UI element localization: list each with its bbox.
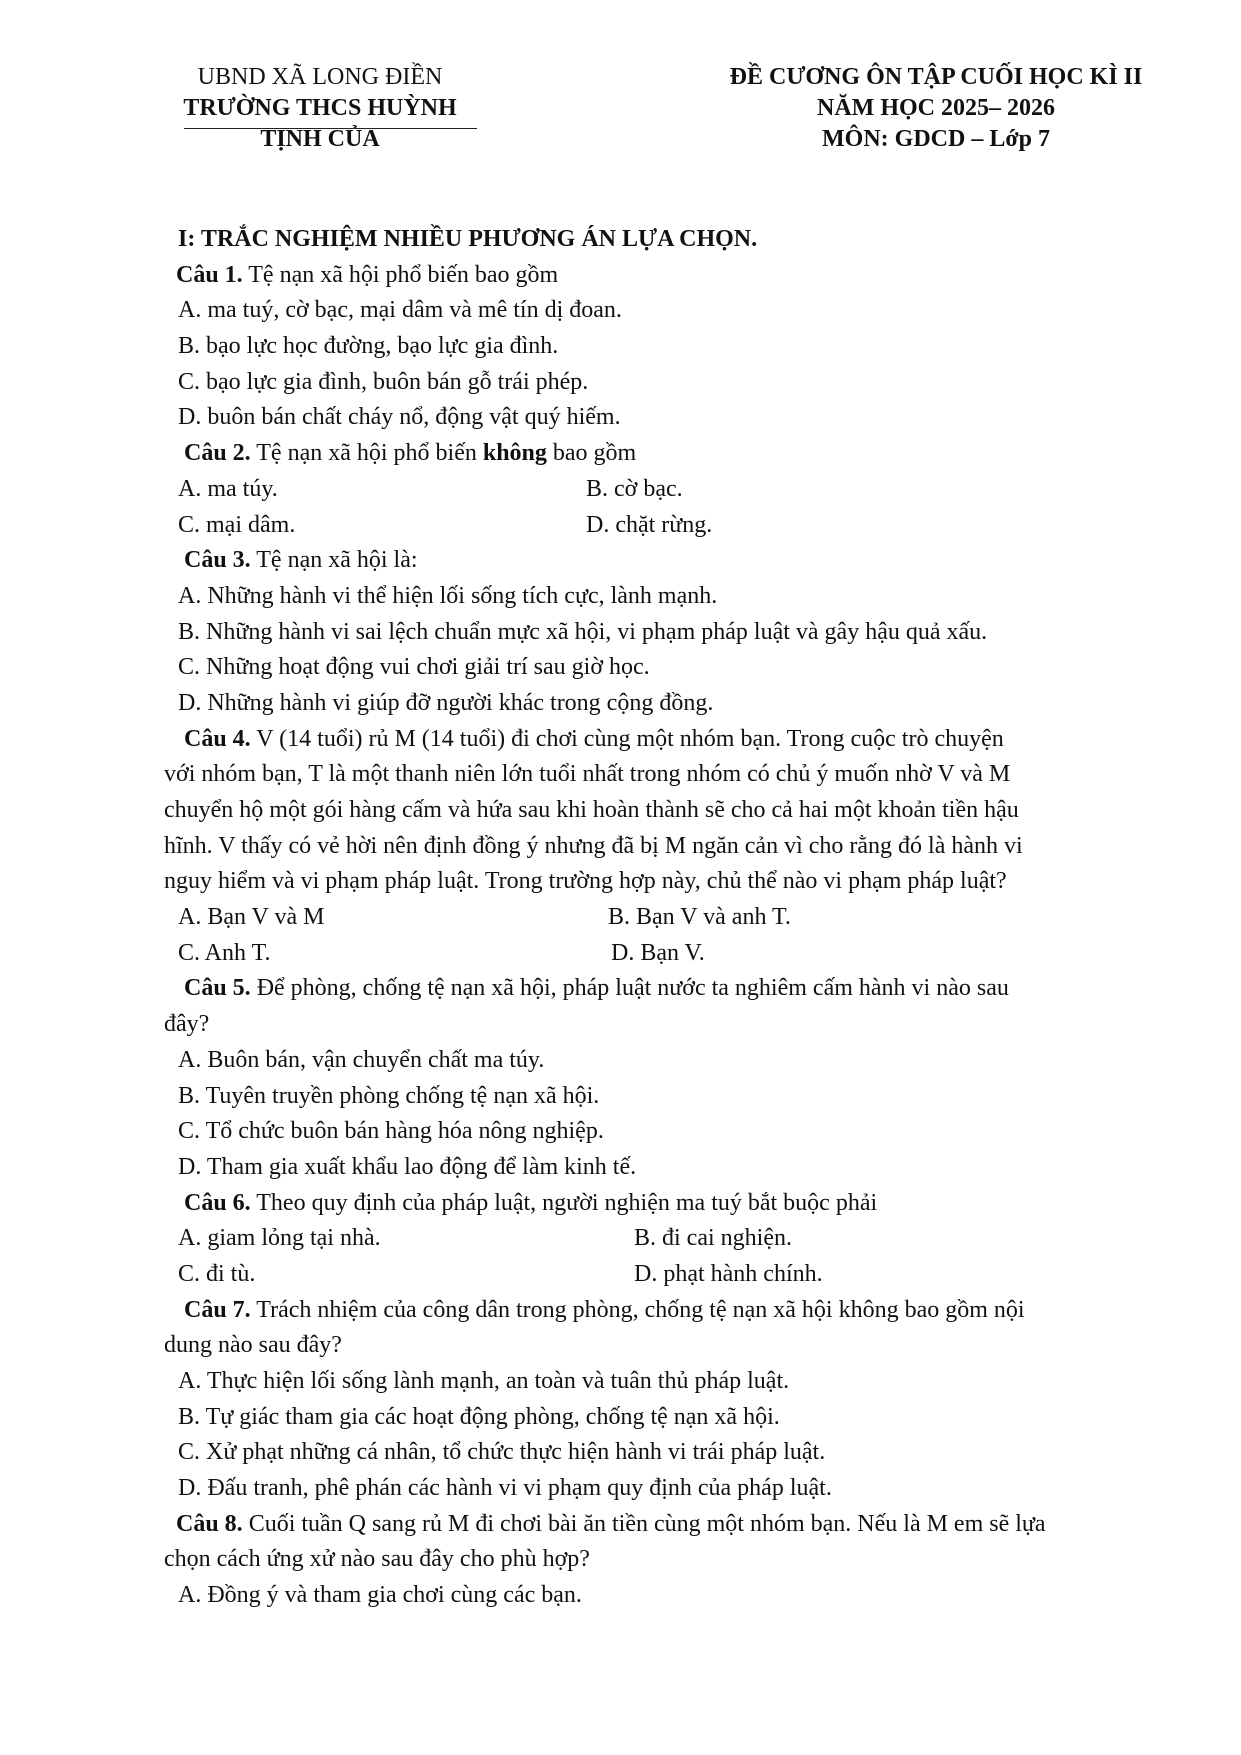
q5-option-c: C. Tổ chức buôn bán hàng hóa nông nghiệp. — [178, 1118, 604, 1145]
q3-option-d: D. Những hành vi giúp đỡ người khác trong cộng đồng. — [178, 689, 714, 716]
question-1 — [164, 258, 1164, 294]
question-text: Để phòng, chống tệ nạn xã hội, pháp luật nước ta nghiêm cấm hành vi nào sau — [250, 975, 1009, 1002]
question-3 — [164, 543, 1164, 579]
header-underline — [184, 128, 477, 129]
q4-text-line-3: chuyển hộ một gói hàng cấm và hứa sau khi hoàn thành sẽ cho cả hai một khoản tiền hậu — [164, 797, 1019, 823]
school-year: NĂM HỌC 2025– 2026 — [817, 95, 1055, 121]
q1-option-b: B. bạo lực học đường, bạo lực gia đình. — [178, 333, 559, 360]
subject-line: MÔN: GDCD – Lớp 7 — [822, 126, 1050, 152]
q7-option-c: C. Xử phạt những cá nhân, tổ chức thực hiện hành vi trái pháp luật. — [178, 1439, 826, 1466]
q4-options-row-1 — [164, 900, 1164, 936]
q4-text-line-4: hĩnh. V thấy có vẻ hời nên định đồng ý nhưng đã bị M ngăn cản vì cho rằng đó là hành vi — [164, 832, 1023, 859]
q6-option-b: B. đi cai nghiện. — [634, 1225, 792, 1252]
question-6 — [164, 1186, 1164, 1222]
header-left — [150, 62, 490, 155]
question-label: Câu 1. — [176, 261, 243, 288]
q7-option-a: A. Thực hiện lối sống lành mạnh, an toàn và tuân thủ pháp luật. — [178, 1368, 790, 1394]
q1-option-c: C. bạo lực gia đình, buôn bán gỗ trái phép. — [178, 368, 589, 395]
q2-option-b: B. cờ bạc. — [586, 475, 683, 502]
question-label: Câu 5. — [184, 975, 251, 1002]
question-label: Câu 2. — [184, 440, 251, 467]
document-title: ĐỀ CƯƠNG ÔN TẬP CUỐI HỌC KÌ II — [729, 64, 1143, 90]
q7-option-d: D. Đấu tranh, phê phán các hành vi vi phạm quy định của pháp luật. — [178, 1475, 832, 1502]
q4-option-c: C. Anh T. — [178, 939, 271, 966]
q2-option-c: C. mại dâm. — [178, 511, 296, 538]
question-text: Tệ nạn xã hội phổ biến — [250, 440, 483, 467]
question-label: Câu 7. — [184, 1296, 251, 1323]
question-text: V (14 tuổi) rủ M (14 tuổi) đi chơi cùng một nhóm bạn. Trong cuộc trò chuyện — [250, 725, 1004, 752]
q4-option-b: B. Bạn V và anh T. — [608, 904, 791, 931]
question-text: bao gồm — [546, 440, 637, 467]
q3-option-c: C. Những hoạt động vui chơi giải trí sau giờ học. — [178, 654, 650, 681]
q4-text-line-2: với nhóm bạn, T là một thanh niên lớn tuổi nhất trong nhóm có chủ ý muốn nhờ V và M — [164, 761, 1011, 788]
q8-option-a: A. Đồng ý và tham gia chơi cùng các bạn. — [178, 1582, 582, 1609]
authority-name: UBND XÃ LONG ĐIỀN — [197, 64, 443, 90]
q2-option-a: A. ma túy. — [178, 475, 278, 502]
q2-options-row-2 — [164, 508, 1164, 544]
q6-option-a: A. giam lỏng tại nhà. — [178, 1225, 381, 1252]
q3-option-b: B. Những hành vi sai lệch chuẩn mực xã hội, vi phạm pháp luật và gây hậu quả xấu. — [178, 618, 988, 645]
question-label: Câu 4. — [184, 725, 251, 752]
question-label: Câu 3. — [184, 547, 251, 574]
school-name: TRƯỜNG THCS HUỲNH TỊNH CỦA — [183, 95, 457, 152]
section-title: I: TRẮC NGHIỆM NHIỀU PHƯƠNG ÁN LỰA CHỌN. — [178, 226, 758, 252]
q2-options-row-1 — [164, 472, 1164, 508]
question-label: Câu 8. — [176, 1510, 243, 1537]
q5-option-b: B. Tuyên truyền phòng chống tệ nạn xã hội. — [178, 1082, 600, 1109]
header-right — [676, 62, 1196, 155]
q4-text-line-5: nguy hiểm và vi phạm pháp luật. Trong trường hợp này, chủ thể nào vi phạm pháp luật? — [164, 868, 1007, 895]
question-text: Tệ nạn xã hội là: — [250, 547, 418, 574]
q5-text-line-2: đây? — [164, 1011, 210, 1038]
q5-option-d: D. Tham gia xuất khẩu lao động để làm kinh tế. — [178, 1153, 637, 1180]
q5-option-a: A. Buôn bán, vận chuyển chất ma túy. — [178, 1046, 545, 1073]
question-label: Câu 6. — [184, 1189, 251, 1216]
question-text: Tệ nạn xã hội phổ biến bao gồm — [242, 261, 559, 288]
question-text: Theo quy định của pháp luật, người nghiện ma tuý bắt buộc phải — [250, 1189, 878, 1216]
exam-content — [164, 222, 1164, 1614]
q1-option-d: D. buôn bán chất cháy nổ, động vật quý hiếm. — [178, 404, 621, 431]
q6-option-d: D. phạt hành chính. — [634, 1260, 823, 1287]
q6-options-row-1 — [164, 1221, 1164, 1257]
question-8 — [164, 1507, 1164, 1543]
question-text: Cuối tuần Q sang rủ M đi chơi bài ăn tiền cùng một nhóm bạn. Nếu là M em sẽ lựa — [242, 1510, 1046, 1537]
q3-option-a: A. Những hành vi thể hiện lối sống tích cực, lành mạnh. — [178, 582, 718, 609]
q4-options-row-2 — [164, 936, 1164, 972]
question-5 — [164, 971, 1164, 1007]
q6-options-row-2 — [164, 1257, 1164, 1293]
question-7 — [164, 1293, 1164, 1329]
question-2 — [164, 436, 1164, 472]
q6-option-c: C. đi tù. — [178, 1260, 256, 1287]
q2-option-d: D. chặt rừng. — [586, 511, 713, 538]
q1-option-a: A. ma tuý, cờ bạc, mại dâm và mê tín dị đoan. — [178, 297, 622, 324]
q8-text-line-2: chọn cách ứng xử nào sau đây cho phù hợp? — [164, 1546, 590, 1573]
q4-option-a: A. Bạn V và M — [178, 904, 325, 931]
q7-option-b: B. Tự giác tham gia các hoạt động phòng, chống tệ nạn xã hội. — [178, 1403, 780, 1430]
question-text: Trách nhiệm của công dân trong phòng, chống tệ nạn xã hội không bao gồm nội — [250, 1296, 1025, 1323]
q4-option-d: D. Bạn V. — [611, 939, 705, 966]
question-emphasis: không — [482, 440, 547, 467]
q7-text-line-2: dung nào sau đây? — [164, 1332, 342, 1359]
question-4 — [164, 722, 1164, 758]
